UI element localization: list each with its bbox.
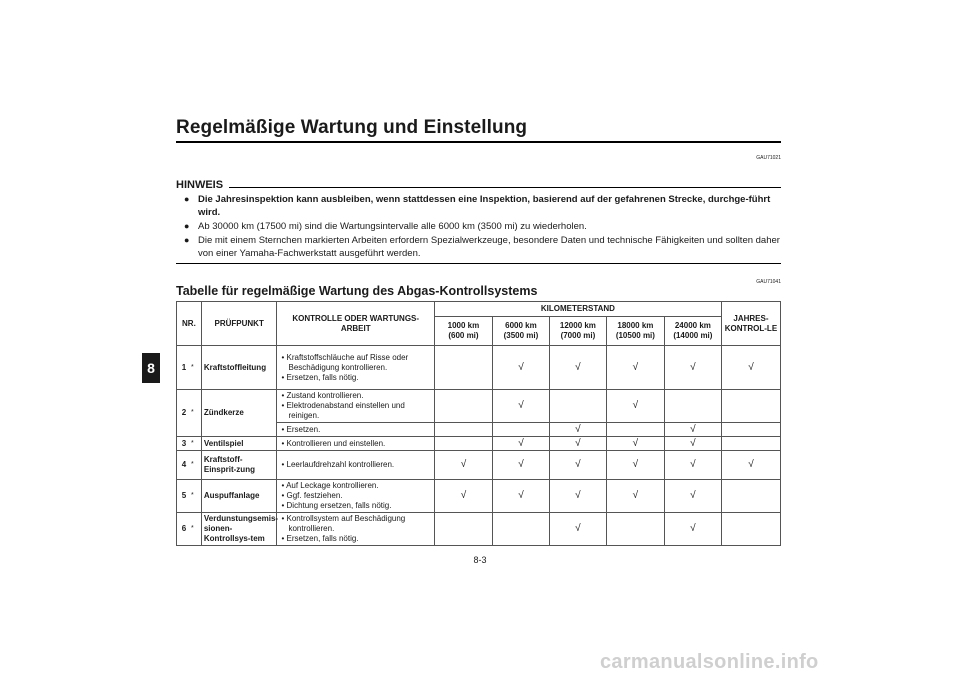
empty-cell bbox=[721, 480, 780, 513]
work-description bbox=[277, 480, 434, 513]
section-title: Tabelle für regelmäßige Wartung des Abgas-Kontrollsystems bbox=[176, 284, 538, 298]
watermark: carmanualsonline.info bbox=[600, 651, 819, 673]
bullet-icon: ● bbox=[184, 235, 190, 245]
header-interval: 12000 km (7000 mi) bbox=[549, 317, 606, 346]
table-row bbox=[177, 451, 781, 480]
row-number: 5 bbox=[177, 480, 192, 513]
header-interval: 18000 km (10500 mi) bbox=[606, 317, 664, 346]
check-item: Kraftstoffleitung bbox=[201, 346, 277, 390]
empty-cell bbox=[664, 390, 721, 423]
asterisk-marker: * bbox=[191, 513, 201, 546]
header-interval: 1000 km (600 mi) bbox=[434, 317, 492, 346]
table-row bbox=[177, 346, 781, 390]
check-mark: √ bbox=[492, 451, 549, 480]
asterisk-marker: * bbox=[191, 437, 201, 451]
check-mark: √ bbox=[664, 423, 721, 437]
check-mark: √ bbox=[492, 480, 549, 513]
work-line: • Kraftstoffschläuche auf Risse oder Beschädigung kontrollieren. bbox=[281, 352, 409, 372]
bullet-icon: ● bbox=[184, 194, 190, 204]
work-description bbox=[277, 346, 434, 390]
title-rule bbox=[176, 141, 781, 143]
hinweis-item: ● Ab 30000 km (17500 mi) sind die Wartungsintervalle alle 6000 km (3500 mi) zu wiederholen. bbox=[184, 221, 587, 232]
page-title: Regelmäßige Wartung und Einstellung bbox=[176, 117, 528, 138]
check-mark: √ bbox=[492, 346, 549, 390]
check-mark: √ bbox=[606, 437, 664, 451]
check-mark: √ bbox=[492, 390, 549, 423]
work-line: • Ersetzen, falls nötig. bbox=[281, 372, 359, 382]
header-nr: NR. bbox=[177, 302, 202, 346]
work-line: • Dichtung ersetzen, falls nötig. bbox=[281, 501, 392, 510]
work-line: • Leerlaufdrehzahl kontrollieren. bbox=[281, 460, 395, 469]
work-line: • Elektrodenabstand einstellen und reinigen. bbox=[281, 401, 405, 420]
asterisk-marker: * bbox=[191, 480, 201, 513]
header-km: KILOMETERSTAND bbox=[434, 302, 721, 317]
header-work: KONTROLLE ODER WARTUNGS-ARBEIT bbox=[277, 302, 434, 346]
table-row bbox=[177, 513, 781, 546]
page-number: 8-3 bbox=[473, 555, 487, 565]
check-mark: √ bbox=[606, 390, 664, 423]
check-mark: √ bbox=[721, 451, 780, 480]
chapter-tab[interactable]: 8 bbox=[142, 353, 160, 383]
header-interval: 24000 km (14000 mi) bbox=[664, 317, 721, 346]
empty-cell bbox=[721, 437, 780, 451]
check-mark: √ bbox=[549, 346, 606, 390]
empty-cell bbox=[721, 390, 780, 423]
empty-cell bbox=[549, 390, 606, 423]
empty-cell bbox=[434, 423, 492, 437]
maintenance-table bbox=[176, 301, 781, 546]
check-mark: √ bbox=[664, 346, 721, 390]
check-mark: √ bbox=[664, 513, 721, 546]
check-mark: √ bbox=[664, 437, 721, 451]
asterisk-marker: * bbox=[191, 451, 201, 480]
empty-cell bbox=[721, 423, 780, 437]
header-interval: 6000 km (3500 mi) bbox=[492, 317, 549, 346]
hinweis-rule bbox=[229, 187, 781, 188]
work-description bbox=[277, 423, 434, 437]
empty-cell bbox=[492, 513, 549, 546]
work-description bbox=[277, 437, 434, 451]
check-mark: √ bbox=[606, 451, 664, 480]
check-mark: √ bbox=[549, 437, 606, 451]
check-item: Zündkerze bbox=[201, 390, 277, 437]
check-mark: √ bbox=[606, 346, 664, 390]
hinweis-heading: HINWEIS bbox=[176, 179, 224, 191]
check-mark: √ bbox=[549, 513, 606, 546]
check-mark: √ bbox=[549, 423, 606, 437]
work-description bbox=[277, 390, 434, 423]
check-item: Auspuffanlage bbox=[201, 480, 277, 513]
empty-cell bbox=[434, 513, 492, 546]
reference-code-section: GAU71041 bbox=[756, 279, 781, 285]
check-mark: √ bbox=[492, 437, 549, 451]
work-description bbox=[277, 513, 434, 546]
hinweis-item: ● Die Jahresinspektion kann ausbleiben, wenn stattdessen eine Inspektion, basierend auf der gefahrenen Strecke, durchge-führt wird. bbox=[184, 194, 771, 218]
empty-cell bbox=[492, 423, 549, 437]
work-line: • Auf Leckage kontrollieren. bbox=[281, 481, 379, 490]
work-description bbox=[277, 451, 434, 480]
empty-cell bbox=[434, 390, 492, 423]
empty-cell bbox=[434, 437, 492, 451]
check-mark: √ bbox=[664, 451, 721, 480]
check-mark: √ bbox=[664, 480, 721, 513]
row-number: 3 bbox=[177, 437, 192, 451]
row-number: 1 bbox=[177, 346, 192, 390]
work-line: • Kontrollieren und einstellen. bbox=[281, 438, 386, 448]
work-line: • Ersetzen. bbox=[281, 424, 321, 434]
asterisk-marker: * bbox=[191, 346, 201, 390]
work-line: • Ggf. festziehen. bbox=[281, 491, 343, 500]
check-item: Ventilspiel bbox=[201, 437, 277, 451]
table-row bbox=[177, 480, 781, 513]
check-mark: √ bbox=[434, 480, 492, 513]
empty-cell bbox=[606, 423, 664, 437]
empty-cell bbox=[434, 346, 492, 390]
empty-cell bbox=[721, 513, 780, 546]
table-row bbox=[177, 437, 781, 451]
check-mark: √ bbox=[606, 480, 664, 513]
check-mark: √ bbox=[434, 451, 492, 480]
hinweis-item: ● Die mit einem Sternchen markierten Arbeiten erfordern Spezialwerkzeuge, besondere Daten und technische Fähigkeiten und sollten daher von einer Yamaha-Fachwerkstatt ausgeführt werden. bbox=[184, 235, 780, 259]
check-item: Verdunstungsemis-sionen-Kontrollsys-tem bbox=[201, 513, 277, 546]
bullet-icon: ● bbox=[184, 221, 190, 231]
row-number: 2 bbox=[177, 390, 192, 437]
row-number: 4 bbox=[177, 451, 192, 480]
hinweis-end-rule bbox=[176, 263, 781, 264]
header-item: PRÜFPUNKT bbox=[201, 302, 277, 346]
check-item: Kraftstoff-Einsprit-zung bbox=[201, 451, 277, 480]
table-row bbox=[177, 390, 781, 423]
check-mark: √ bbox=[549, 451, 606, 480]
asterisk-marker: * bbox=[191, 390, 201, 437]
empty-cell bbox=[606, 513, 664, 546]
work-line: • Zustand kontrollieren. bbox=[281, 391, 364, 400]
hinweis-list bbox=[176, 193, 781, 261]
check-mark: √ bbox=[549, 480, 606, 513]
header-annual: JAHRES-KONTROL-LE bbox=[721, 302, 780, 346]
check-mark: √ bbox=[721, 346, 780, 390]
work-line: • Ersetzen, falls nötig. bbox=[281, 534, 359, 543]
work-line: • Kontrollsystem auf Beschädigung kontrollieren. bbox=[281, 514, 406, 533]
reference-code-top: GAU71021 bbox=[756, 155, 781, 161]
row-number: 6 bbox=[177, 513, 192, 546]
